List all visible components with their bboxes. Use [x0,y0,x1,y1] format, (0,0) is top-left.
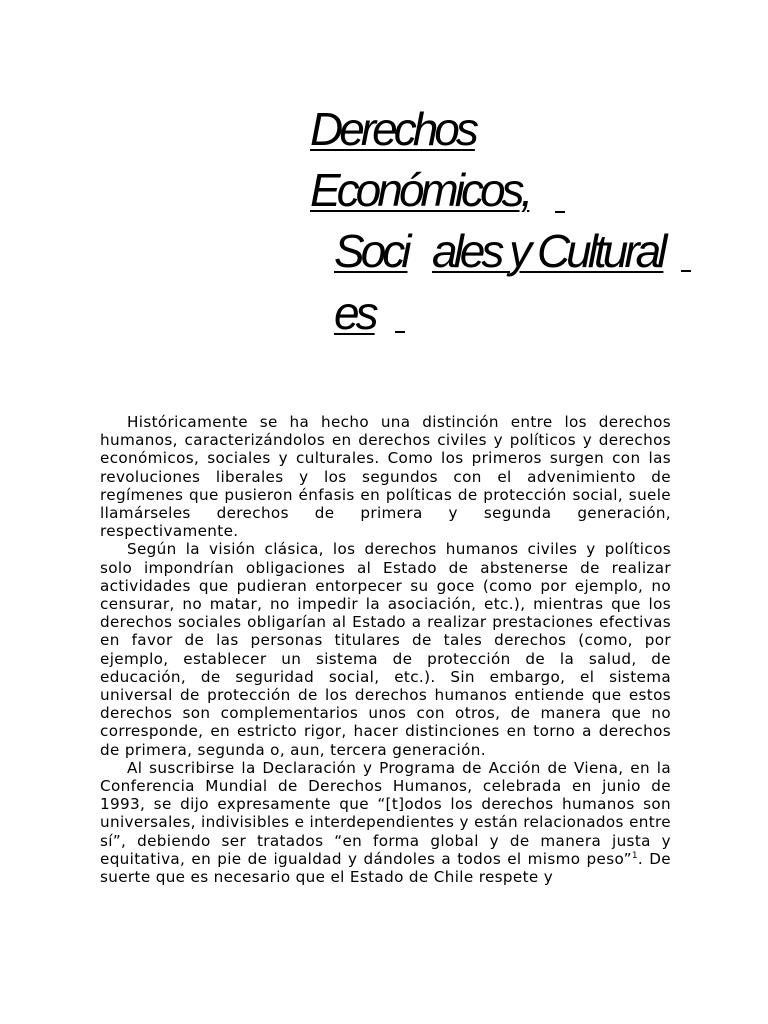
footnote-reference[interactable]: 1 [631,850,638,861]
paragraph-3-text-continued: . De suerte que es necesario que el Estado de Chile respete y [100,849,671,887]
title-underline-mark [681,270,691,272]
paragraph-1: Históricamente se ha hecho una distinción entre los derechos humanos, caracterizándolos en derechos civiles y políticos y derechos económicos, sociales y culturales. Como los primeros surgen con las revoluciones liberales y los segundos con el advenimiento de regímenes que pusieron énfasis en políticas de protección social, suele llamárseles derechos de primera y segunda generación, respectivamente. [100,413,671,541]
paragraph-2: Según la visión clásica, los derechos humanos civiles y políticos solo impondrían obligaciones al Estado de abstenerse de realizar actividades que pudieran entorpecer su goce (como por ejemplo, no censurar, no matar, no impedir la asociación, etc.), mientras que los derechos sociales obligarían al Estado a realizar prestaciones efectivas en favor de las personas titulares de tales derechos (como, por ejemplo, establecer un sistema de protección de la salud, de educación, de seguridad social, etc.). Sin embargo, el sistema universal de protección de los derechos humanos entiende que estos derechos son complementarios unos con otros, de manera que no corresponde, en estricto rigor, hacer distinciones en torno a derechos de primera, segunda o, aun, tercera generación. [100,540,671,759]
title-underline-mark [555,211,565,213]
paragraph-3 [100,759,671,886]
title-line-2: Económicos, [310,164,530,216]
document-title [0,0,768,400]
title-line-3b: ales y Cultural [432,225,664,277]
title-underline-mark [395,331,405,333]
paragraph-3-text: Al suscribirse la Declaración y Programa de Acción de Viena, en la Conferencia Mundial de Derechos Humanos, celebrada en junio de 1993, se dijo expresamente que “[t]odos los derechos humanos son universales, indivisibles e interdependientes y están relacionados entre sí”, debiendo ser tratados “en forma global y de manera justa y equitativa, en pie de igualdad y dándoles a todos el mismo peso” [100,758,671,868]
title-line-3a: Soci [334,225,408,277]
title-line-1: Derechos [310,103,475,155]
body-text [100,413,671,886]
title-line-4: es [334,287,375,339]
